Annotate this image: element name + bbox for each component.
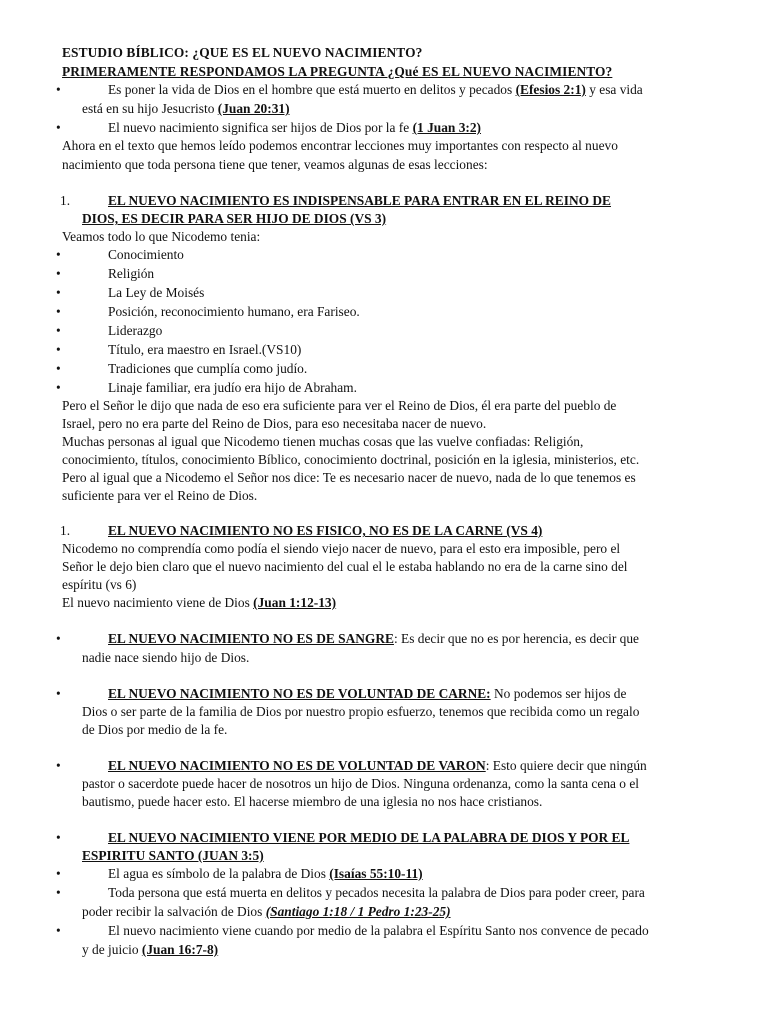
- body-line: El nuevo nacimiento viene de Dios (Juan 1:12-13): [62, 595, 337, 610]
- body-line: Pero el Señor le dijo que nada de eso era suficiente para ver el Reino de Dios, él era parte del pueblo de: [62, 398, 617, 413]
- scripture-ref: (Juan 20:31): [217, 101, 290, 116]
- body-line: Señor le dejo bien claro que el nuevo nacimiento del cual el le estaba hablando no era de la carne sino del: [62, 559, 628, 574]
- body-line: nadie nace siendo hijo de Dios.: [82, 650, 250, 665]
- bullet-icon: •: [56, 631, 61, 646]
- bullet-icon: •: [56, 361, 61, 376]
- list-item-continuation: está en su hijo Jesucristo (Juan 20:31): [82, 101, 290, 116]
- bullet-icon: •: [56, 266, 61, 281]
- bullet-icon: •: [56, 866, 61, 881]
- bullet-icon: •: [56, 82, 61, 97]
- scripture-ref: (1 Juan 3:2): [412, 120, 482, 135]
- document-page: ESTUDIO BÍBLICO: ¿QUE ES EL NUEVO NACIMIENTO? PRIMERAMENTE RESPONDAMOS LA PREGUNTA ¿Qué ES EL NUEVO NACIMIENTO? • Es poner la vida de Dios en el hombre que está muerto en delitos y pecados (Efesios 2:1) y esa vida está en su hijo Jesucristo (Juan 20:31) • El nuevo nacimiento significa ser hijos de Dios por la fe (1 Juan 3:2) Ahora en el texto que hemos leído podemos encontrar lecciones muy importantes con respecto al nuevo nacimiento que toda persona tiene que tener, veamos algunas de esas lecciones: 1. EL NUEVO NACIMIENTO ES INDISPENSABLE PARA ENTRAR EN EL REINO DE DIOS, ES DECIR PARA SER HIJO DE DIOS (VS 3) Veamos todo lo que Nicodemo tenia: • Conocimiento • Religión • La Ley de Moisés • Posición, reconocimiento humano, era Fariseo. • Liderazgo • Título, era maestro en Israel.(VS10) • Tradiciones que cumplía como judío. • Linaje familiar, era judío era hijo de Abraham. Pero el Señor le dijo que nada de eso era suficiente para ver el Reino de Dios, él era parte del pueblo de Israel, pero no era parte del Reino de Dios, para eso necesitaba nacer de nuevo. Muchas personas al igual que Nicodemo tienen muchas cosas que las vuelve confiadas: Religión, conocimiento, títulos, conocimiento Bíblico, conocimiento doctrinal, posición en la iglesia, ministerios, etc. Pero al igual que a Nicodemo el Señor nos dice: Te es necesario nacer de nuevo, nada de lo que tenemos es suficiente para ver el Reino de Dios. 1. EL NUEVO NACIMIENTO NO ES FISICO, NO ES DE LA CARNE (VS 4) Nicodemo no comprendía como podía el siendo viejo nacer de nuevo, para el esto era imposible, pero el Señor le dejo bien claro que el nuevo nacimiento del cual el le estaba hablando no era de la carne sino del espíritu (vs 6) El nuevo nacimiento viene de Dios (Juan 1:12-13) • EL NUEVO NACIMIENTO NO ES DE SANGRE: Es decir que no es por herencia, es decir que nadie nace siendo hijo de Dios. • EL NUEVO NACIMIENTO NO ES DE VOLUNTAD DE CARNE: No podemos ser hijos de Dios o ser parte de la familia de Dios por nuestro propio esfuerzo, tenemos que recibida como un regalo de Dios por medio de la fe. • EL NUEVO NACIMIENTO NO ES DE VOLUNTAD DE VARON: Esto quiere decir que ningún pastor o sacerdote puede hacer de nosotros un hijo de Dios. Ninguna ordenanza, como la santa cena o el bautismo, puede hacer esto. El hacerse miembro de una iglesia no nos hace cristianos. • EL NUEVO NACIMIENTO VIENE POR MEDIO DE LA PALABRA DE DIOS Y POR EL ESPIRITU SANTO (JUAN 3:5) • El agua es símbolo de la palabra de Dios (Isaías 55:10-11) • Toda persona que está muerta en delitos y pecados necesita la palabra de Dios para poder creer, para poder recibir la salvación de Dios (Santiago 1:18 / 1 Pedro 1:23-25) • El nuevo nacimiento viene cuando por medio de la palabra el Espíritu Santo nos convence de pecado y de juicio (Juan 16:7-8): [0, 0, 768, 1024]
- intro-line: nacimiento que toda persona tiene que tener, veamos algunas de esas lecciones:: [62, 157, 488, 172]
- scripture-ref: (Isaías 55:10-11): [329, 866, 423, 881]
- body-line: bautismo, puede hacer esto. El hacerse miembro de una iglesia no nos hace cristianos.: [82, 794, 543, 809]
- bullet-icon: •: [56, 380, 61, 395]
- body-line: Dios o ser parte de la familia de Dios por nuestro propio esfuerzo, tenemos que recibida como un regalo: [82, 704, 640, 719]
- body-line: conocimiento, títulos, conocimiento Bíblico, conocimiento doctrinal, posición en la iglesia, ministerios, etc.: [62, 452, 640, 467]
- bullet-icon: •: [56, 885, 61, 900]
- list-item-continuation: y de juicio (Juan 16:7-8): [82, 942, 219, 957]
- body-line: Pero al igual que a Nicodemo el Señor nos dice: Te es necesario nacer de nuevo, nada de lo que tenemos es: [62, 470, 636, 485]
- scripture-ref: (Juan 16:7-8): [141, 942, 219, 957]
- bullet-icon: •: [56, 247, 61, 262]
- point-heading: EL NUEVO NACIMIENTO NO ES DE VOLUNTAD DE VARON: [108, 758, 486, 773]
- point-heading: EL NUEVO NACIMIENTO NO ES DE SANGRE: [108, 631, 394, 646]
- body-line: suficiente para ver el Reino de Dios.: [62, 488, 258, 503]
- body-line: Nicodemo no comprendía como podía el siendo viejo nacer de nuevo, para el esto era imposible, pero el: [62, 541, 621, 556]
- bullet-icon: •: [56, 923, 61, 938]
- section-lead: Veamos todo lo que Nicodemo tenia:: [62, 229, 261, 244]
- scripture-ref: (Juan 1:12-13): [253, 595, 337, 610]
- body-line: Muchas personas al igual que Nicodemo tienen muchas cosas que las vuelve confiadas: Religión,: [62, 434, 584, 449]
- section-number: 1.: [60, 523, 71, 538]
- bullet-icon: •: [56, 830, 61, 845]
- intro-line: Ahora en el texto que hemos leído podemos encontrar lecciones muy importantes con respecto al nuevo: [62, 138, 618, 153]
- bullet-icon: •: [56, 285, 61, 300]
- body-line: de Dios por medio de la fe.: [82, 722, 228, 737]
- bullet-icon: •: [56, 342, 61, 357]
- section-heading: ESPIRITU SANTO (JUAN 3:5): [82, 848, 264, 863]
- bullet-icon: •: [56, 686, 61, 701]
- bullet-icon: •: [56, 758, 61, 773]
- bullet-icon: •: [56, 120, 61, 135]
- section-heading: EL NUEVO NACIMIENTO VIENE POR MEDIO DE LA PALABRA DE DIOS Y POR EL: [108, 830, 630, 845]
- question-heading: PRIMERAMENTE RESPONDAMOS LA PREGUNTA ¿Qué ES EL NUEVO NACIMIENTO?: [62, 64, 613, 79]
- scripture-ref: (Efesios 2:1): [515, 82, 586, 97]
- section-heading: DIOS, ES DECIR PARA SER HIJO DE DIOS (VS 3): [82, 211, 387, 226]
- scripture-ref: (Santiago 1:18 / 1 Pedro 1:23-25): [265, 904, 451, 919]
- section-number: 1.: [60, 193, 71, 208]
- bullet-icon: •: [56, 323, 61, 338]
- bullet-icon: •: [56, 304, 61, 319]
- point-heading: EL NUEVO NACIMIENTO NO ES DE VOLUNTAD DE CARNE:: [108, 686, 491, 701]
- body-line: Israel, pero no era parte del Reino de Dios, para eso necesitaba nacer de nuevo.: [62, 416, 487, 431]
- document-title: ESTUDIO BÍBLICO: ¿QUE ES EL NUEVO NACIMIENTO?: [62, 45, 423, 60]
- section-heading: EL NUEVO NACIMIENTO NO ES FISICO, NO ES DE LA CARNE (VS 4): [108, 523, 543, 538]
- body-line: espíritu (vs 6): [62, 577, 137, 592]
- list-item-continuation: poder recibir la salvación de Dios (Santiago 1:18 / 1 Pedro 1:23-25): [82, 904, 451, 919]
- section-heading: EL NUEVO NACIMIENTO ES INDISPENSABLE PARA ENTRAR EN EL REINO DE: [108, 193, 611, 208]
- body-line: pastor o sacerdote puede hacer de nosotros un hijo de Dios. Ninguna ordenanza, como la santa cena o el: [82, 776, 640, 791]
